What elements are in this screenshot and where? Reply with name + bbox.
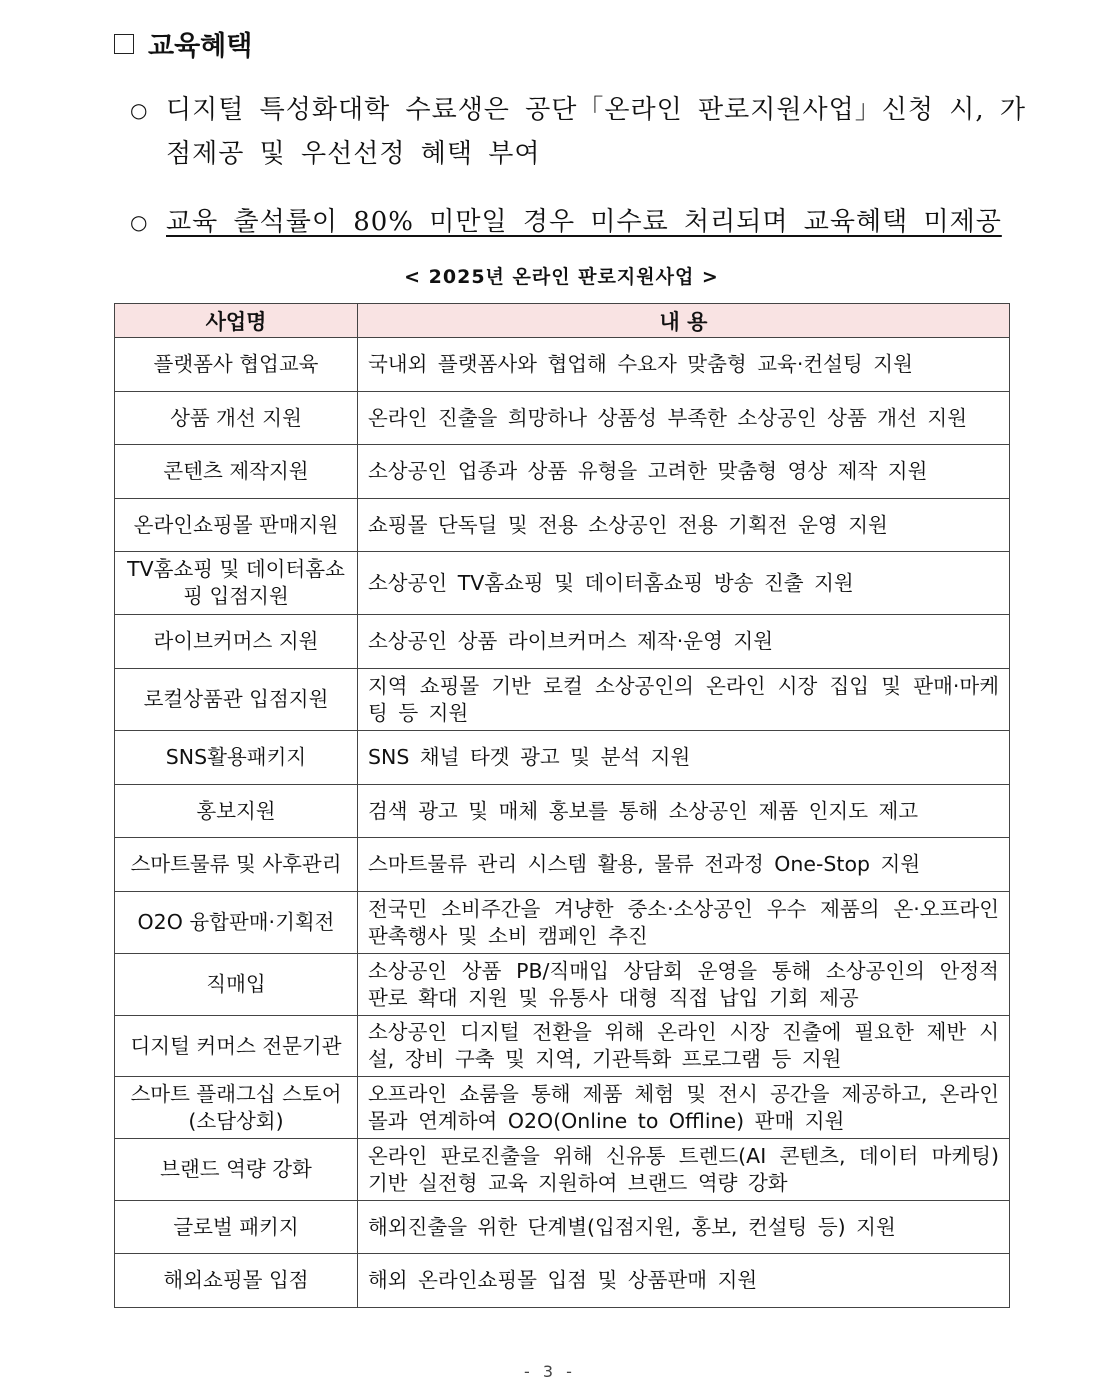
table-caption: < 2025년 온라인 판로지원사업 > (404, 266, 719, 288)
table-row (115, 1254, 1010, 1308)
table-row (115, 669, 1010, 731)
program-name: 로컬상품관 입점지원 (115, 669, 358, 731)
program-desc: 해외진출을 위한 단계별(입점지원, 홍보, 컨설팅 등) 지원 (358, 1201, 1010, 1254)
section-title: 교육혜택 (148, 31, 253, 62)
bullet-text: 디지털 특성화대학 수료생은 공단「온라인 판로지원사업」신청 시, 가점제공 및 우선선정 혜택 부여 (166, 95, 1026, 169)
section-heading (114, 24, 252, 63)
program-desc: 소상공인 상품 PB/직매입 상담회 운영을 통해 소상공인의 안정적 판로 확대 지원 및 유통사 대형 직접 납입 기회 제공 (358, 954, 1010, 1016)
program-desc: 해외 온라인쇼핑몰 입점 및 상품판매 지원 (358, 1254, 1010, 1308)
table-row (115, 838, 1010, 892)
program-desc: 국내외 플랫폼사와 협업해 수요자 맞춤형 교육·컨설팅 지원 (358, 338, 1010, 392)
program-name: 온라인쇼핑몰 판매지원 (115, 499, 358, 552)
program-desc: SNS 채널 타겟 광고 및 분석 지원 (358, 731, 1010, 785)
program-name: 스마트 플래그십 스토어(소담상회) (115, 1077, 358, 1139)
table-row (115, 338, 1010, 392)
page-number: - 3 - (524, 1362, 576, 1381)
program-desc: 소상공인 상품 라이브커머스 제작·운영 지원 (358, 615, 1010, 669)
header-program-name: 사업명 (115, 304, 358, 338)
program-desc: 스마트물류 관리 시스템 활용, 물류 전과정 One-Stop 지원 (358, 838, 1010, 892)
table-row (115, 1077, 1010, 1139)
program-name: 플랫폼사 협업교육 (115, 338, 358, 392)
program-desc: 전국민 소비주간을 겨냥한 중소·소상공인 우수 제품의 온·오프라인 판촉행사 및 소비 캠페인 추진 (358, 892, 1010, 954)
program-table (114, 303, 1010, 1308)
program-desc: 온라인 진출을 희망하나 상품성 부족한 소상공인 상품 개선 지원 (358, 392, 1010, 445)
program-desc: 지역 쇼핑몰 기반 로컬 소상공인의 온라인 시장 집입 및 판매·마케팅 등 지원 (358, 669, 1010, 731)
header-content: 내 용 (358, 304, 1010, 338)
table-row (115, 785, 1010, 838)
table-header-row (115, 304, 1010, 338)
program-name: SNS활용패키지 (115, 731, 358, 785)
table-row (115, 1139, 1010, 1201)
program-name: 상품 개선 지원 (115, 392, 358, 445)
table-row (115, 499, 1010, 552)
circle-bullet-icon: ○ (130, 210, 149, 234)
program-name: 디지털 커머스 전문기관 (115, 1016, 358, 1077)
program-name: 글로벌 패키지 (115, 1201, 358, 1254)
table-row (115, 731, 1010, 785)
program-desc: 소상공인 업종과 상품 유형을 고려한 맞춤형 영상 제작 지원 (358, 445, 1010, 499)
table-row (115, 1201, 1010, 1254)
program-name: 홍보지원 (115, 785, 358, 838)
table-row (115, 954, 1010, 1016)
table-row (115, 1016, 1010, 1077)
table-row (115, 392, 1010, 445)
table-row (115, 552, 1010, 615)
program-name: TV홈쇼핑 및 데이터홈쇼핑 입점지원 (115, 552, 358, 615)
program-name: 해외쇼핑몰 입점 (115, 1254, 358, 1308)
program-name: 콘텐츠 제작지원 (115, 445, 358, 499)
table-row (115, 445, 1010, 499)
program-desc: 소상공인 TV홈쇼핑 및 데이터홈쇼핑 방송 진출 지원 (358, 552, 1010, 615)
program-desc: 소상공인 디지털 전환을 위해 온라인 시장 진출에 필요한 제반 시설, 장비 구축 및 지역, 기관특화 프로그램 등 지원 (358, 1016, 1010, 1077)
program-name: 라이브커머스 지원 (115, 615, 358, 669)
program-desc: 온라인 판로진출을 위해 신유통 트렌드(AI 콘텐츠, 데이터 마케팅) 기반 실전형 교육 지원하여 브랜드 역량 강화 (358, 1139, 1010, 1201)
program-name: 직매입 (115, 954, 358, 1016)
table-row (115, 615, 1010, 669)
table-row (115, 892, 1010, 954)
program-name: O2O 융합판매·기획전 (115, 892, 358, 954)
circle-bullet-icon: ○ (130, 98, 149, 122)
bullet-item (130, 200, 1030, 244)
program-name: 스마트물류 및 사후관리 (115, 838, 358, 892)
program-name: 브랜드 역량 강화 (115, 1139, 358, 1201)
program-desc: 쇼핑몰 단독딜 및 전용 소상공인 전용 기획전 운영 지원 (358, 499, 1010, 552)
program-desc: 오프라인 쇼룸을 통해 제품 체험 및 전시 공간을 제공하고, 온라인 몰과 연계하여 O2O(Online to Offline) 판매 지원 (358, 1077, 1010, 1139)
program-desc: 검색 광고 및 매체 홍보를 통해 소상공인 제품 인지도 제고 (358, 785, 1010, 838)
bullet-text: 교육 출석률이 80% 미만일 경우 미수료 처리되며 교육혜택 미제공 (166, 207, 1002, 237)
bullet-item (130, 88, 1030, 176)
checkbox-icon (114, 34, 134, 54)
